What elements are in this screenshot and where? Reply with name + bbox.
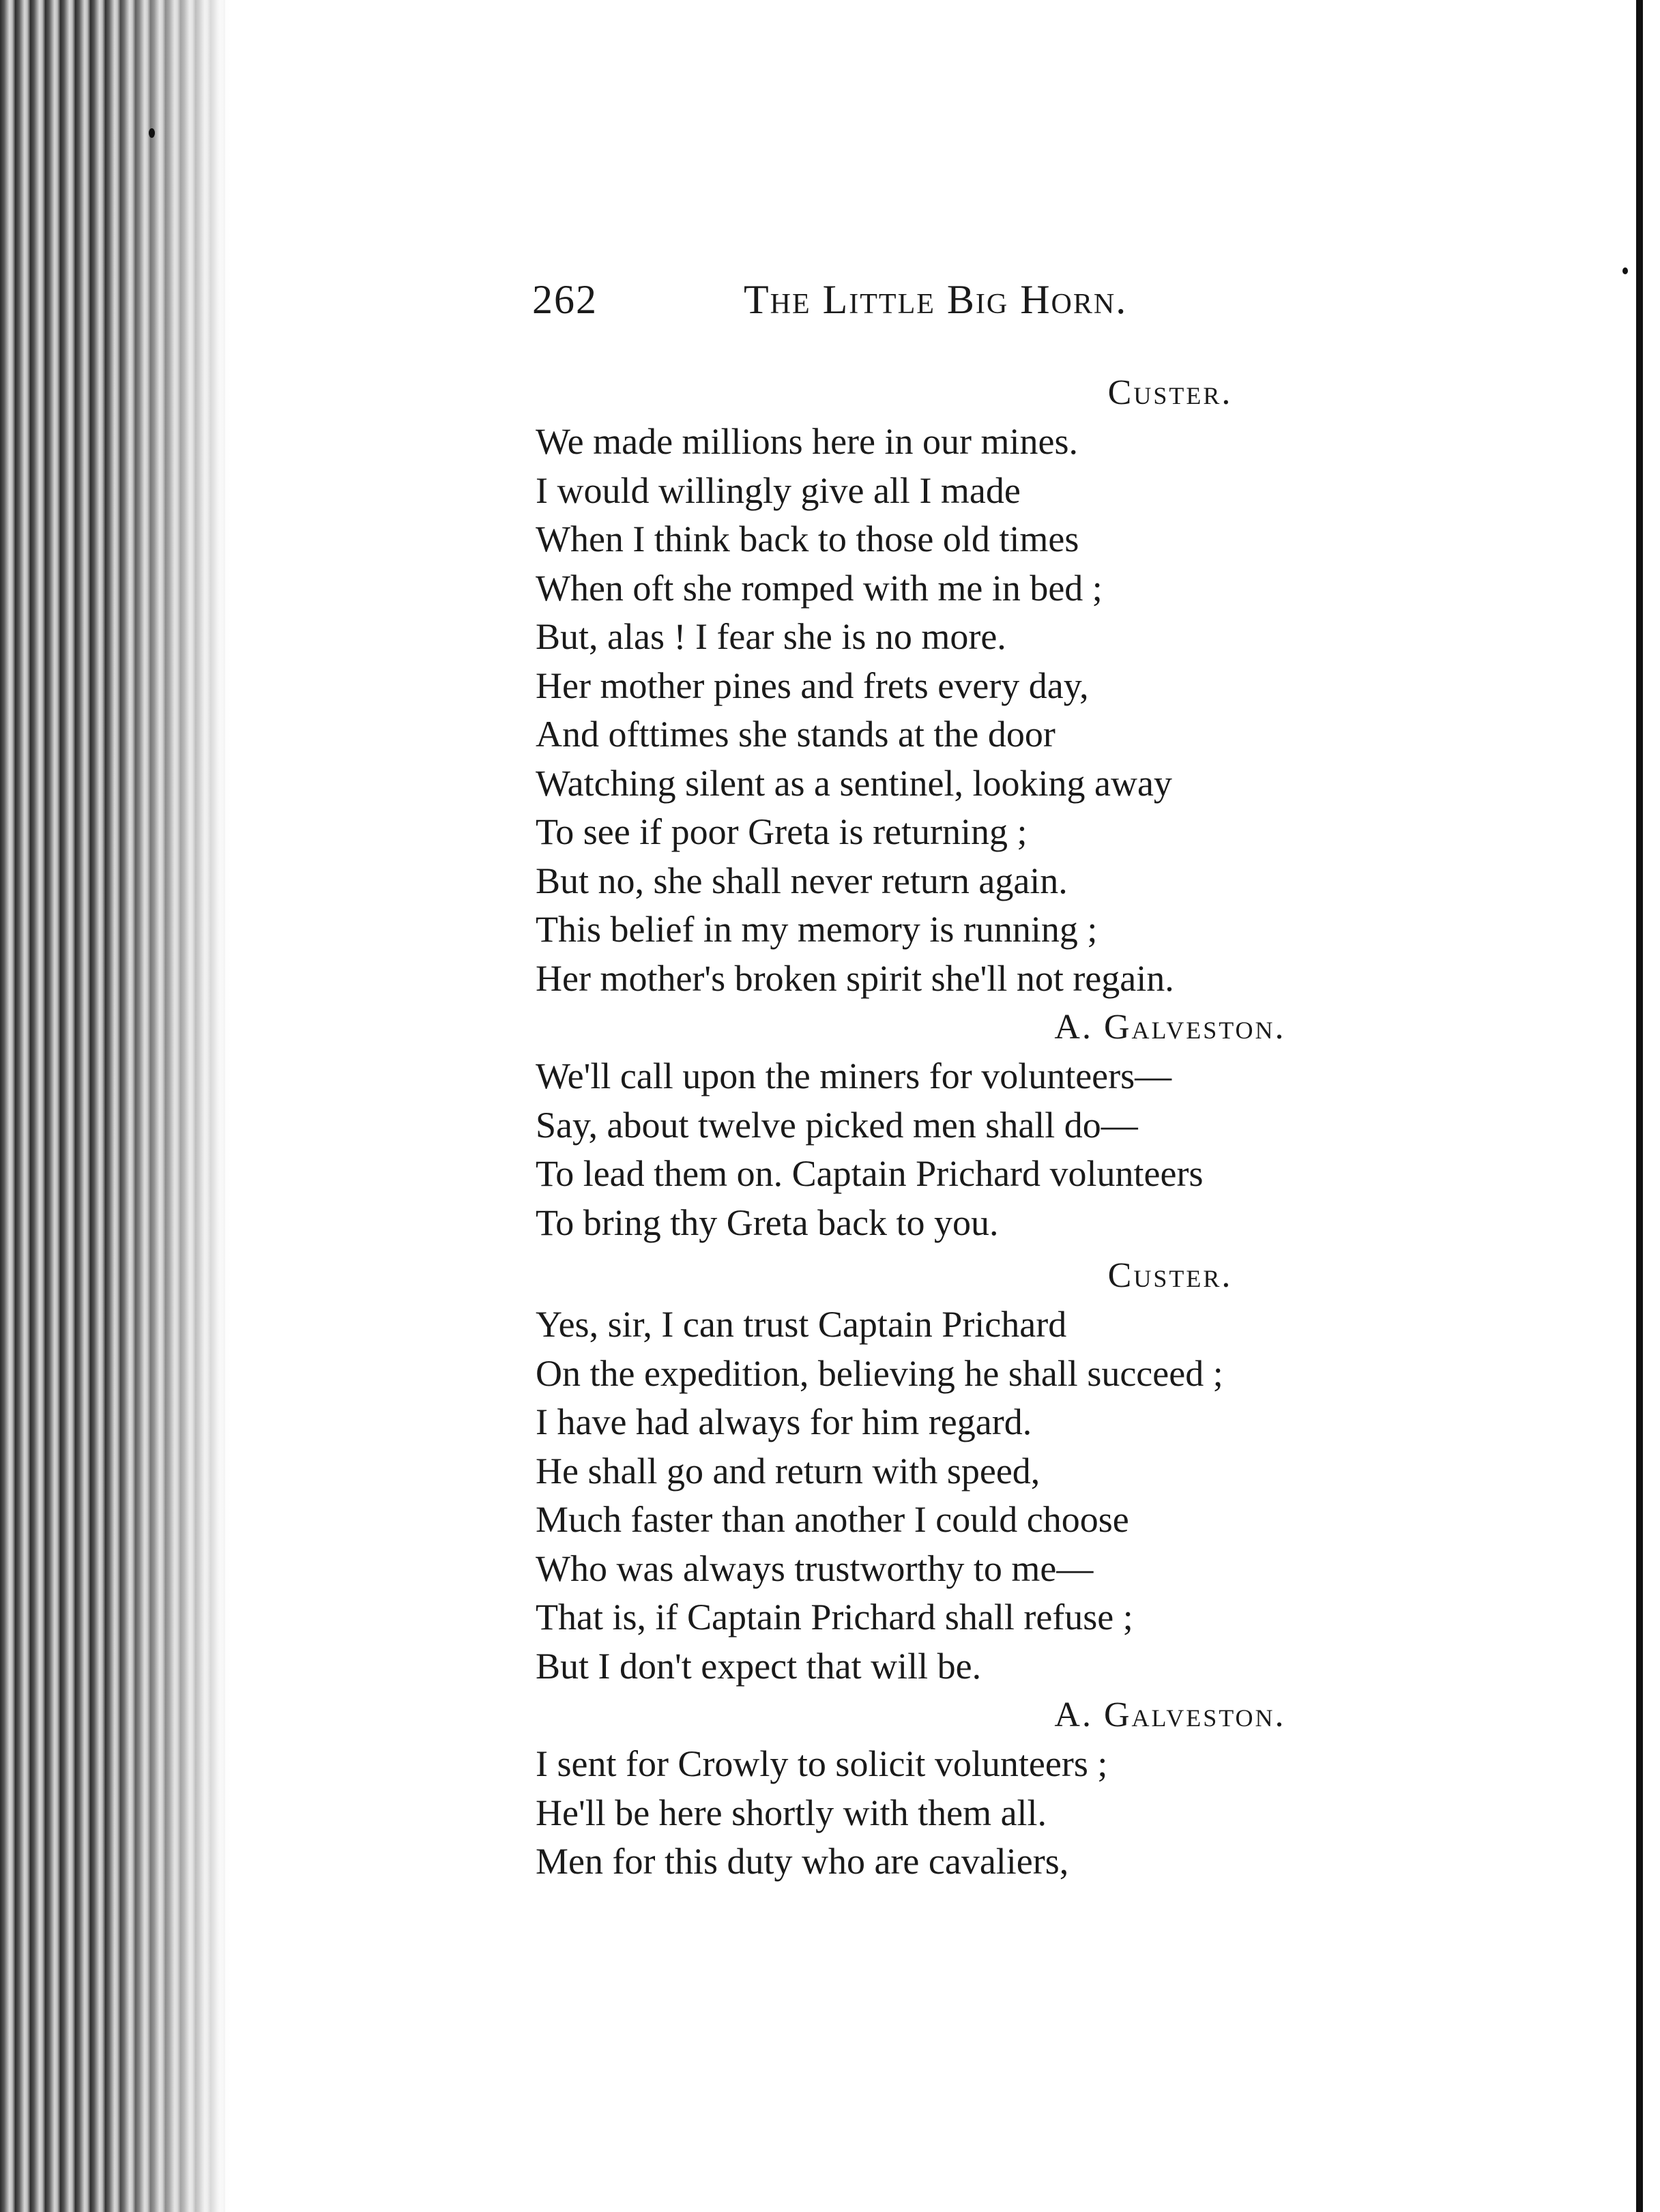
ink-speck bbox=[149, 128, 155, 138]
verse-line: We made millions here in our mines. bbox=[536, 421, 1078, 462]
verse-line: Yes, sir, I can trust Captain Prichard bbox=[536, 1304, 1067, 1345]
speaker-name: Custer. bbox=[1107, 1256, 1233, 1295]
verse-line: When I think back to those old times bbox=[536, 519, 1079, 559]
verse-line: But no, she shall never return again. bbox=[536, 860, 1068, 901]
verse-line: Her mother's broken spirit she'll not regain. bbox=[536, 957, 1174, 999]
verse-line: And ofttimes she stands at the door bbox=[536, 714, 1055, 755]
verse-line: Watching silent as a sentinel, looking away bbox=[536, 762, 1172, 804]
page-number: 262 bbox=[532, 277, 598, 322]
verse-line: When oft she romped with me in bed ; bbox=[536, 567, 1103, 609]
verse-line: Men for this duty who are cavaliers, bbox=[536, 1841, 1069, 1882]
verse-line: To bring thy Greta back to you. bbox=[536, 1202, 999, 1243]
verse-line: That is, if Captain Prichard shall refuse ; bbox=[536, 1597, 1133, 1638]
verse-line: But, alas ! I fear she is no more. bbox=[536, 616, 1006, 657]
verse-line: On the expedition, believing he shall succeed ; bbox=[536, 1352, 1223, 1394]
ink-speck bbox=[1622, 267, 1628, 274]
poem-text bbox=[536, 368, 1600, 1887]
verse-line: He'll be here shortly with them all. bbox=[536, 1792, 1047, 1833]
verse-line: Who was always trustworthy to me— bbox=[536, 1547, 1094, 1589]
page-right-border bbox=[1636, 0, 1643, 2212]
verse-line: I have had always for him regard. bbox=[536, 1401, 1032, 1442]
verse-line: I sent for Crowly to solicit volunteers ; bbox=[536, 1743, 1108, 1784]
verse-line: To lead them on. Captain Prichard volunteers bbox=[536, 1153, 1204, 1194]
verse-line: But I don't expect that will be. bbox=[536, 1645, 982, 1687]
verse-line: Say, about twelve picked men shall do— bbox=[536, 1104, 1138, 1146]
verse-line: To see if poor Greta is returning ; bbox=[536, 811, 1028, 852]
page-header bbox=[532, 276, 1214, 331]
running-title: The Little Big Horn. bbox=[744, 277, 1128, 322]
verse-line: Much faster than another I could choose bbox=[536, 1499, 1129, 1540]
verse-line: Her mother pines and frets every day, bbox=[536, 665, 1089, 706]
verse-line: This belief in my memory is running ; bbox=[536, 909, 1098, 950]
verse-line: He shall go and return with speed, bbox=[536, 1450, 1040, 1491]
book-page-edge-shadow bbox=[102, 0, 232, 2212]
verse-line: I would willingly give all I made bbox=[536, 469, 1021, 511]
speaker-name: Custer. bbox=[1107, 373, 1233, 412]
speaker-name: A. Galveston. bbox=[1054, 1008, 1286, 1047]
speaker-name: A. Galveston. bbox=[1054, 1696, 1286, 1734]
verse-line: We'll call upon the miners for volunteers— bbox=[536, 1056, 1172, 1096]
